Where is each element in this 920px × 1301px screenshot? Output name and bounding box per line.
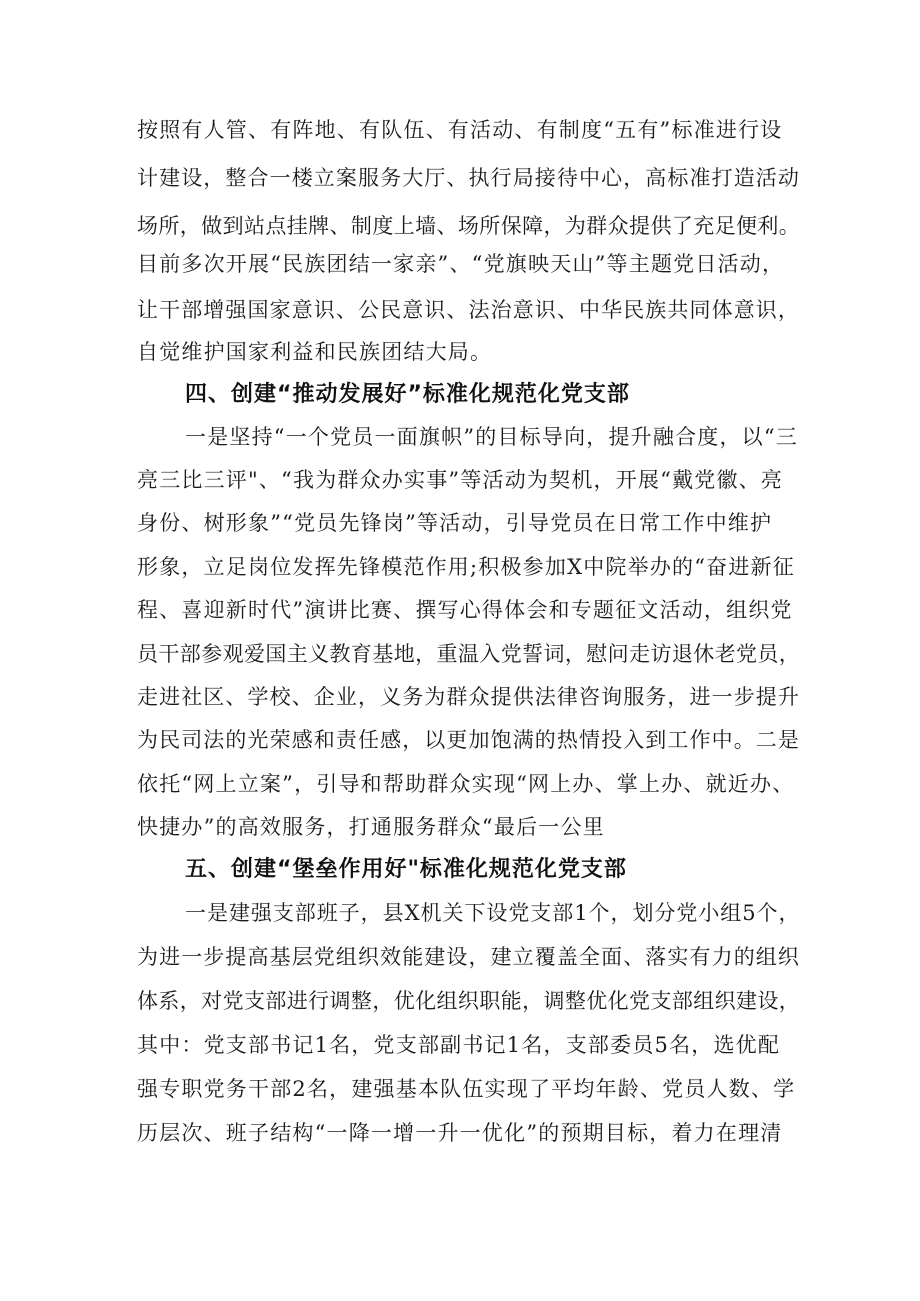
- section-heading-4: 四、创建“推动发展好”标准化规范化党支部: [185, 382, 630, 407]
- paragraph-line: 其中：党支部书记1名，党支部副书记1名，支部委员5名，选优配: [137, 1033, 781, 1057]
- paragraph-line: 按照有人管、有阵地、有队伍、有活动、有制度“五有”标准进行设: [137, 118, 783, 142]
- paragraph-line: 快捷办”的高效服务，打通服务群众“最后一公里: [137, 815, 605, 839]
- paragraph-line: 依托“网上立案”，引导和帮助群众实现“网上办、掌上办、就近办、: [137, 772, 795, 796]
- paragraph-line: 体系，对党支部进行调整，优化组织职能，调整优化党支部组织建设，: [137, 989, 801, 1013]
- section-heading-5: 五、创建“堡垒作用好"标准化规范化党支部: [185, 857, 627, 882]
- paragraph-line: 形象，立足岗位发挥先锋模范作用;积极参加X中院举办的“奋进新征: [137, 555, 795, 579]
- paragraph-line: 计建设，整合一楼立案服务大厅、执行局接待中心，高标准打造活动: [137, 166, 800, 190]
- paragraph-line: 为民司法的光荣感和责任感，以更加饱满的热情投入到工作中。二是: [137, 728, 800, 752]
- paragraph-line: 强专职党务干部2名，建强基本队伍实现了平均年龄、党员人数、学: [137, 1077, 796, 1101]
- paragraph-line: 走进社区、学校、企业，义务为群众提供法律咨询服务，进一步提升: [137, 685, 800, 709]
- paragraph-line: 身份、树形象”“党员先锋岗”等活动，引导党员在日常工作中维护: [137, 511, 773, 535]
- paragraph-line: 一是坚持“一个党员一面旗帜”的目标导向，提升融合度，以“三: [185, 425, 799, 449]
- paragraph-line: 场所，做到站点挂牌、制度上墙、场所保障，为群众提供了充足便利。: [137, 214, 801, 238]
- paragraph-line: 一是建强支部班子，县X机关下设党支部1个，划分党小组5个，: [185, 901, 801, 925]
- paragraph-line: 员干部参观爱国主义教育基地，重温入党誓词，慰问走访退休老党员，: [137, 642, 801, 666]
- paragraph-line: 目前多次开展“民族团结一家亲”、“党旗映天山”等主题党日活动，: [137, 252, 785, 276]
- paragraph-line: 为进一步提高基层党组织效能建设，建立覆盖全面、落实有力的组织: [137, 945, 800, 969]
- paragraph-line: 亮三比三评"、“我为群众办实事”等活动为契机，开展“戴党徽、亮: [137, 468, 784, 492]
- paragraph-line: 自觉维护国家利益和民族团结大局。: [137, 340, 493, 364]
- paragraph-line: 程、喜迎新时代”演讲比赛、撰写心得体会和专题征文活动，组织党: [137, 598, 793, 622]
- paragraph-line: 让干部增强国家意识、公民意识、法治意识、中华民族共同体意识，: [137, 298, 800, 322]
- paragraph-line: 历层次、班子结构“一降一增一升一优化”的预期目标，着力在理清: [137, 1121, 783, 1145]
